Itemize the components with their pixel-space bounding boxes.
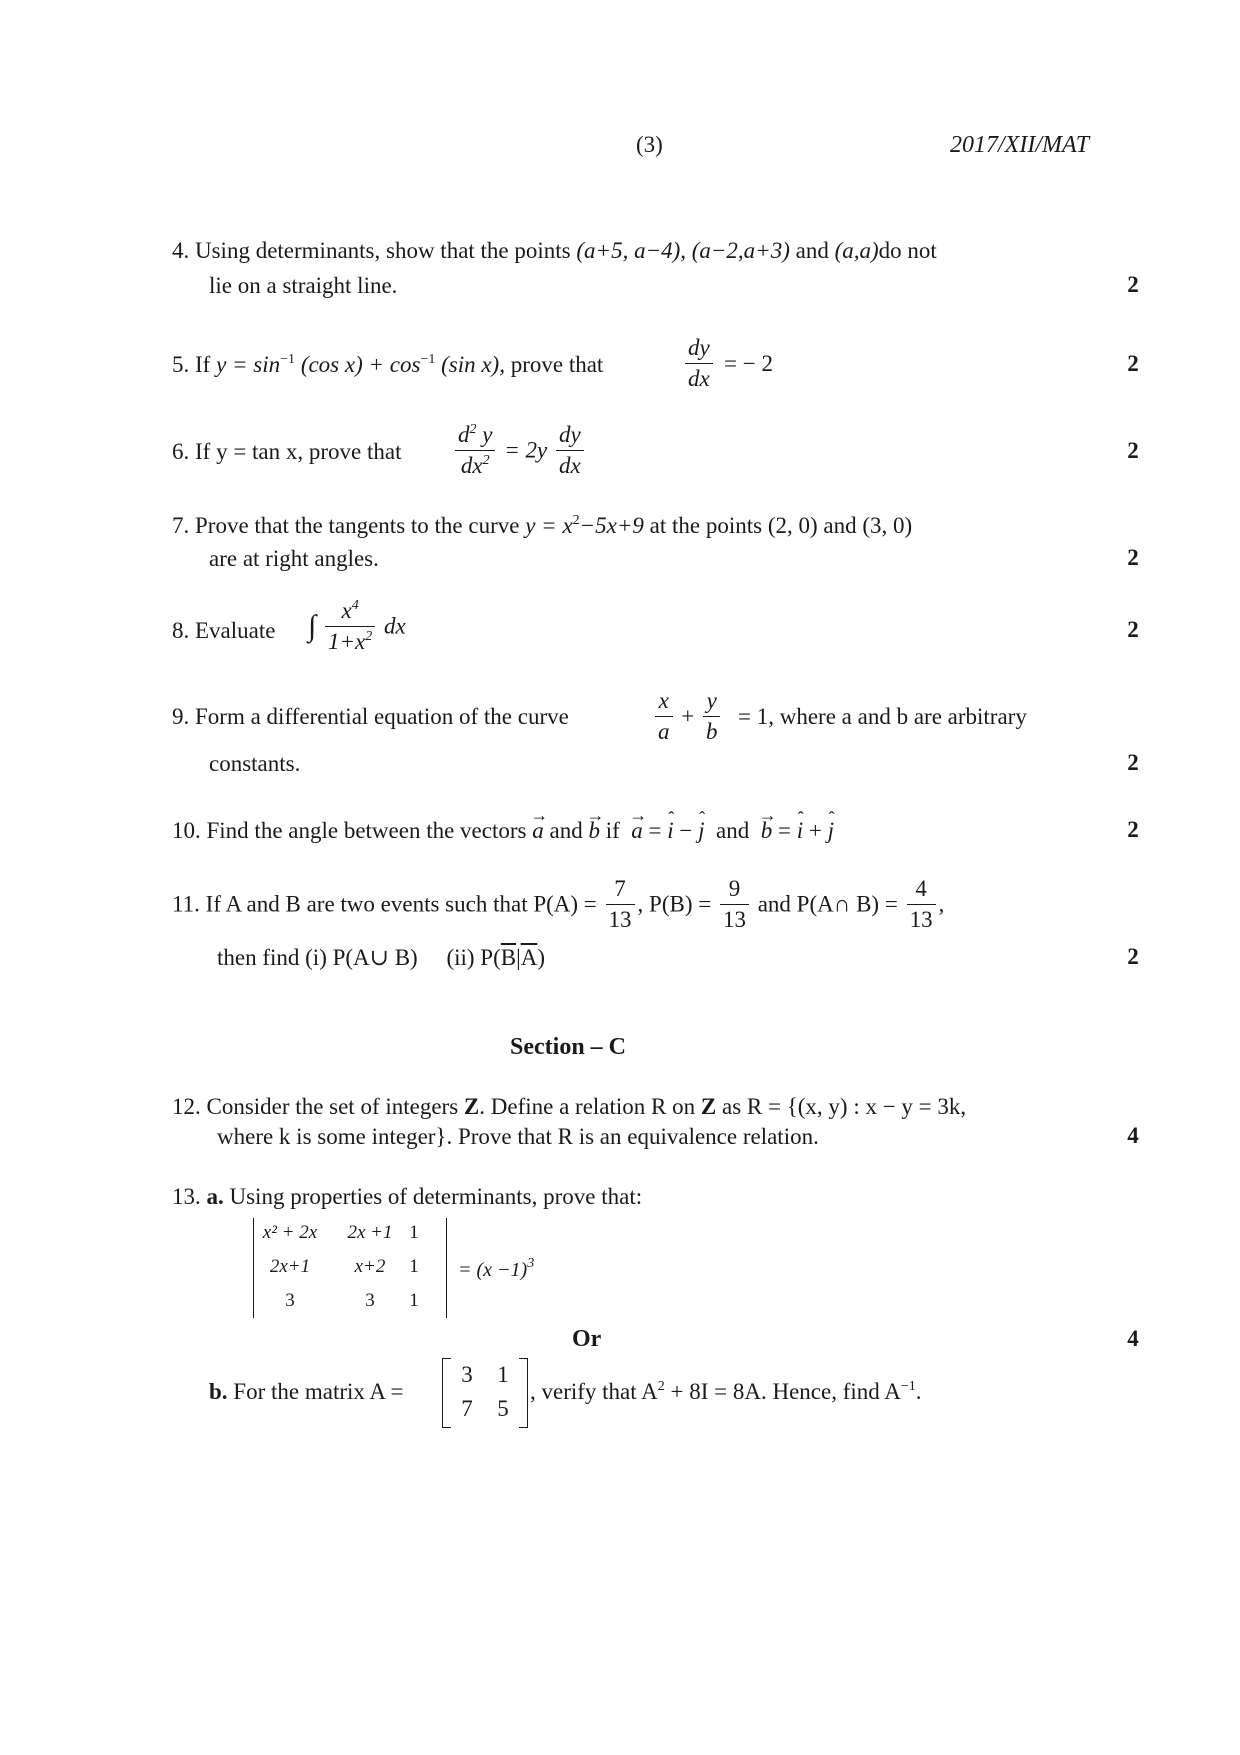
q9-fraction-y-b: $\frac{y}{b}$: [703, 686, 721, 747]
q10-marks: 2: [1127, 817, 1139, 842]
det-cell: 1: [409, 1222, 419, 1243]
q13-b-tail-a: , verify that A: [530, 1379, 658, 1404]
q13-number: 13.: [172, 1184, 201, 1209]
q5-if: If: [195, 352, 211, 377]
q5-marks: 2: [1127, 351, 1139, 376]
q11-a-bar: $\overline{A}$: [520, 945, 538, 970]
q7-curve-sup: 2: [572, 513, 580, 528]
q10-j-hat-2: ˆ j: [828, 817, 834, 845]
q12-integers-symbol: Z: [463, 1094, 480, 1119]
q13-marks: 4: [1127, 1326, 1139, 1351]
paper-code: 2017/XII/MAT: [950, 132, 1090, 158]
q10-vec-b-def: → b: [761, 817, 773, 845]
q12-line1-b: . Define a relation R on: [479, 1094, 696, 1119]
q8-integrand: $\frac{x^4}{1+x^2}$: [325, 596, 375, 657]
q4-point3: (a,a): [834, 238, 879, 263]
q12-line2: where k is some integer}. Prove that R is an equivalence relation.: [217, 1124, 819, 1149]
det-cell: 1: [409, 1256, 419, 1277]
det-cell: x+2: [354, 1256, 386, 1277]
q11-close: ): [537, 945, 546, 970]
q11-sep: |: [516, 945, 521, 970]
q10-eq1: =: [648, 818, 662, 843]
q5-derivative: $\frac{dy}{dx}$: [685, 333, 713, 394]
det-cell: 3: [285, 1290, 295, 1311]
q6-first-derivative: $\frac{dy}{dx}$: [556, 420, 584, 481]
q10-minus: −: [679, 818, 693, 843]
q10-j-hat-1: ˆ j: [698, 817, 704, 845]
q11-text-a: If A and B are two events such that P(A) =: [205, 891, 597, 917]
q7-marks: 2: [1127, 545, 1139, 570]
q11-text-b: , P(B) =: [637, 891, 712, 917]
q10-i-hat-1: ˆ i: [667, 817, 673, 845]
q10-eq2: =: [777, 818, 791, 843]
q10-plus: +: [808, 818, 822, 843]
q5-prove: prove that: [510, 352, 604, 377]
det-cell: 1: [409, 1290, 419, 1311]
q7-curve-rest: −5x+9: [579, 513, 644, 538]
q10-and2: and: [716, 818, 750, 843]
q9-text-b: = 1, where a and b are arbitrary: [738, 704, 1027, 729]
page-number: (3): [636, 132, 663, 157]
q10-text: Find the angle between the vectors: [206, 818, 527, 843]
q5-arg1: (cos x) + cos: [300, 352, 421, 377]
q4-tail: do not: [878, 238, 937, 263]
q11-comma: ,: [938, 891, 945, 917]
det-cell: 3: [365, 1290, 375, 1311]
q4-point1: (a+5, a−4),: [576, 238, 686, 263]
q12-marks: 4: [1127, 1123, 1139, 1148]
q11-line2-a: then find (i) P(A∪ B): [217, 945, 418, 970]
q10-if: if: [605, 818, 620, 843]
q6-second-derivative: $\frac{d^2 y}{dx^2}$: [455, 420, 495, 481]
q10-number: 10.: [172, 818, 201, 843]
q10-and1: and: [549, 818, 583, 843]
q10-i-hat-2: ˆ i: [797, 817, 803, 845]
q11-pa-fraction: $\frac{7}{13}$: [606, 874, 635, 935]
q5-inv2: −1: [420, 352, 436, 367]
q11-marks: 2: [1127, 944, 1139, 969]
q11-pab-fraction: $\frac{4}{13}$: [907, 874, 936, 935]
q11-pb-fraction: $\frac{9}{13}$: [720, 874, 749, 935]
q11-number: 11.: [172, 891, 200, 917]
q9-text-a: Form a differential equation of the curve: [195, 704, 569, 729]
q4-number: 4.: [172, 238, 190, 263]
q6-text: If y = tan x, prove that: [195, 439, 402, 464]
q13-b-sup2: −1: [900, 1379, 916, 1394]
q13-a-text: Using properties of determinants, prove that:: [229, 1184, 643, 1209]
q5-expr: y = sin: [216, 352, 281, 377]
q8-number: 8.: [172, 618, 190, 643]
q13-b-tail-b: + 8I = 8A. Hence, find A: [670, 1379, 901, 1404]
q12-integers-symbol-2: Z: [700, 1094, 717, 1119]
q13-rhs-sup: 3: [527, 1256, 535, 1271]
q6-marks: 2: [1127, 438, 1139, 463]
det-cell: 2x+1: [269, 1256, 311, 1277]
q11-b-bar: $\overline{B}$: [500, 945, 517, 970]
q8-dx: dx: [383, 613, 406, 639]
q13-b-tail-c: .: [915, 1379, 922, 1404]
det-cell: 2x +1: [347, 1222, 393, 1243]
q5-number: 5.: [172, 352, 190, 377]
q13-b-sup1: 2: [657, 1379, 665, 1394]
q7-curve: y = x: [525, 513, 573, 538]
matrix-cell: 3: [461, 1362, 473, 1387]
q5-rhs: = − 2: [724, 351, 773, 376]
matrix-cell: 7: [461, 1396, 473, 1421]
q8-marks: 2: [1127, 617, 1139, 642]
q4-marks: 2: [1127, 272, 1139, 297]
q9-fraction-x-a: $\frac{x}{a}$: [655, 686, 673, 747]
q12-number: 12.: [172, 1094, 201, 1119]
q10-vec-a-def: → a: [631, 817, 643, 845]
matrix-cell: 5: [497, 1396, 509, 1421]
q11-line2-b: (ii) P(: [446, 945, 501, 970]
q7-line2: are at right angles.: [209, 546, 379, 571]
det-cell: x² + 2x: [262, 1222, 318, 1243]
q12-line1-c: as R = {(x, y) : x − y = 3k,: [721, 1094, 967, 1119]
q6-number: 6.: [172, 439, 190, 464]
q10-vec-b: → b: [588, 817, 600, 845]
q13-matrix: [442, 1358, 528, 1428]
q7-text-b: at the points (2, 0) and (3, 0): [649, 513, 913, 538]
q7-number: 7.: [172, 513, 190, 538]
q13-b-label: b.: [209, 1379, 228, 1404]
q5-inv1: −1: [280, 352, 296, 367]
q13-determinant: [253, 1218, 447, 1318]
q9-line2: constants.: [209, 751, 301, 776]
q12-line1-a: Consider the set of integers: [206, 1094, 459, 1119]
q4-line2: lie on a straight line.: [209, 273, 398, 298]
q9-plus: +: [681, 703, 695, 729]
q13-b-text: For the matrix A =: [233, 1379, 404, 1404]
q9-number: 9.: [172, 704, 190, 729]
q10-vec-a: → a: [532, 817, 544, 845]
q11-text-c: and P(A∩ B) =: [757, 891, 898, 917]
q4-text: Using determinants, show that the points: [195, 238, 571, 263]
matrix-cell: 1: [497, 1362, 509, 1387]
q8-integral-sign: ∫: [308, 609, 317, 643]
section-c-title: Section – C: [510, 1034, 626, 1060]
q4-and: and: [795, 238, 829, 263]
q13-rhs: = (x −1): [458, 1259, 528, 1281]
q6-mid: = 2y: [504, 437, 548, 463]
q13-or: Or: [572, 1326, 602, 1352]
q5-arg2: (sin x),: [441, 352, 505, 377]
q7-text-a: Prove that the tangents to the curve: [195, 513, 520, 538]
q9-marks: 2: [1127, 750, 1139, 775]
q13-a-label: a.: [206, 1184, 224, 1209]
q4-point2: (a−2,a+3): [691, 238, 790, 263]
q8-text: Evaluate: [195, 618, 276, 643]
